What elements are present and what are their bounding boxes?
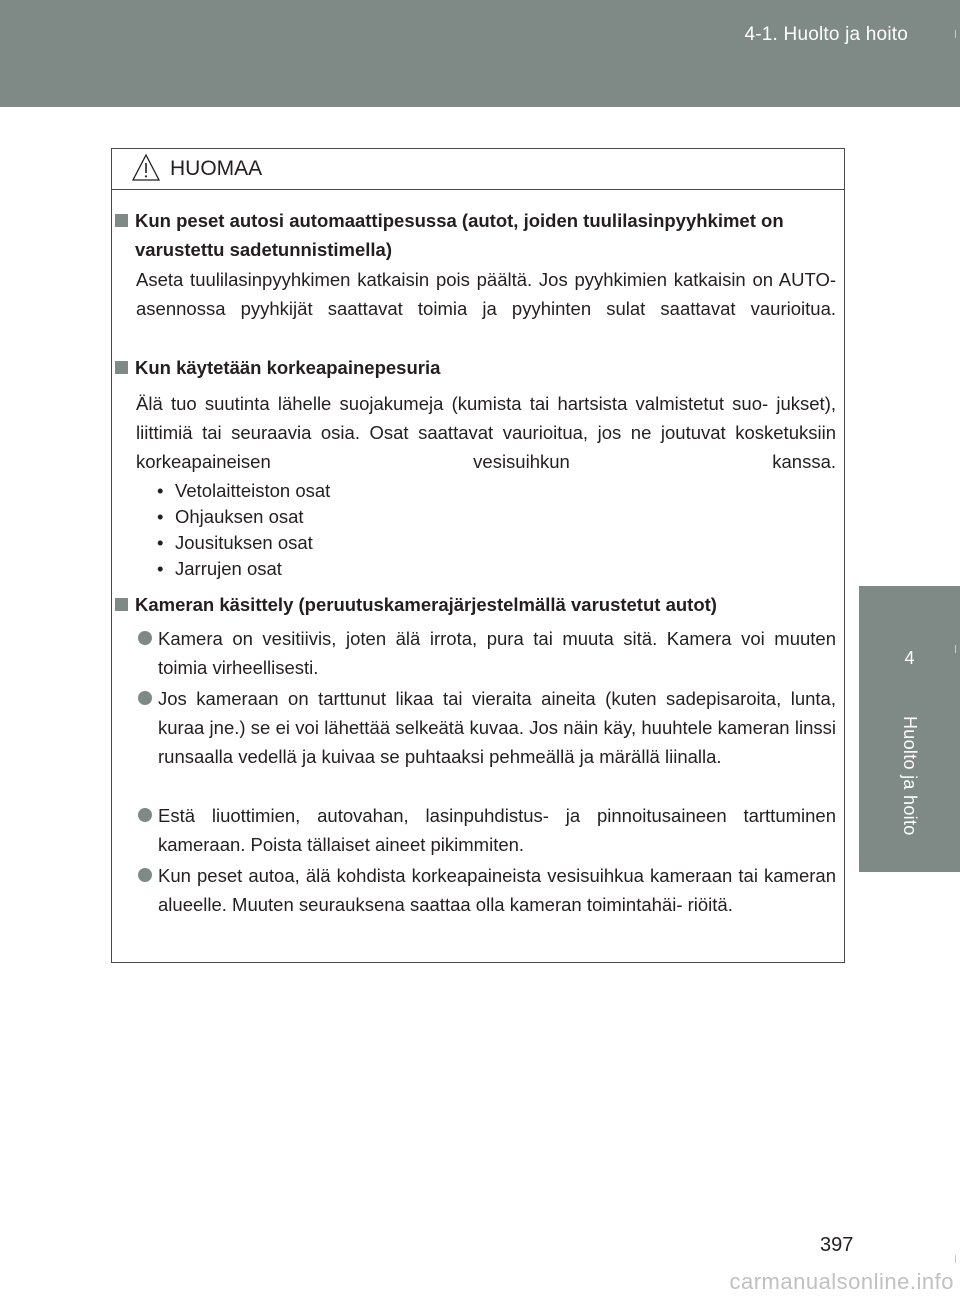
section-heading: Kun peset autosi automaattipesussa (autot, joiden tuulilasinpyyhkimet on varustettu sadetunnistimella) — [115, 206, 836, 264]
section-heading: Kameran käsittely (peruutuskamerajärjestelmällä varustetut autot) — [115, 590, 836, 619]
list-item: • Vetolaitteiston osat — [157, 480, 331, 501]
section-title: 4-1. Huolto ja hoito — [744, 24, 908, 45]
section-text: Aseta tuulilasinpyyhkimen katkaisin pois päältä. Jos pyyhkimien katkaisin on AUTO-asennossa pyyhkijät saattavat toimia ja pyyhinten sulat saattavat vaurioitua. — [136, 269, 836, 319]
list-item: Kamera on vesitiivis, joten älä irrota, pura tai muuta sitä. Kamera voi muuten toimia virheellisesti. — [112, 624, 836, 682]
list-item: • Ohjauksen osat — [157, 506, 304, 527]
square-bullet-icon — [115, 214, 128, 227]
circle-bullet-icon — [138, 808, 152, 822]
crop-mark — [955, 1255, 956, 1263]
notice-box — [111, 148, 845, 963]
crop-mark — [955, 30, 956, 38]
notice-title: HUOMAA — [170, 157, 263, 180]
list-item: Jos kameraan on tarttunut likaa tai vieraita aineita (kuten sadepisaroita, lunta, kuraa jne.) se ei voi lähettää selkeätä kuvaa. Jos näin käy, huuhtele kameran linssi runsaalla vedellä ja kuivaa se puhtaaksi pehmeällä ja märällä liinalla. — [112, 684, 836, 771]
square-bullet-icon — [115, 598, 128, 611]
list-item: • Jarrujen osat — [157, 558, 282, 579]
list-item: • Jousituksen osat — [157, 532, 313, 553]
chapter-tab-label-area — [859, 698, 960, 872]
chapter-label: Huolto ja hoito — [900, 716, 920, 836]
page-number: 397 — [820, 1234, 854, 1256]
circle-bullet-icon — [138, 691, 152, 705]
list-item: Estä liuottimien, autovahan, lasinpuhdistus- ja pinnoitusaineen tarttuminen kameraan. Poista tällaiset aineet pikimmiten. — [112, 801, 836, 859]
square-bullet-icon — [115, 361, 128, 374]
list-item: Kun peset autoa, älä kohdista korkeapaineista vesisuihkua kameraan tai kameran alueelle. Muuten seurauksena saattaa olla kameran toimintahäi- riöitä. — [112, 861, 836, 919]
notice-header — [112, 149, 844, 190]
warning-triangle-icon — [131, 153, 161, 183]
circle-bullet-icon — [138, 631, 152, 645]
page-header — [0, 0, 960, 107]
watermark: carmanualsonline.info — [729, 1269, 954, 1294]
chapter-number: 4 — [904, 648, 915, 668]
section-heading: Kun käytetään korkeapainepesuria — [115, 353, 836, 382]
chapter-tab — [859, 586, 960, 698]
circle-bullet-icon — [138, 868, 152, 882]
crop-mark — [955, 645, 956, 653]
section-text: Älä tuo suutinta lähelle suojakumeja (kumista tai hartsista valmistetut suo- jukset), liittimiä tai seuraavia osia. Osat saattavat vaurioitua, jos ne joutuvat kosketuksiin korkeapaineisen vesisuihkun kanssa. — [136, 393, 836, 472]
